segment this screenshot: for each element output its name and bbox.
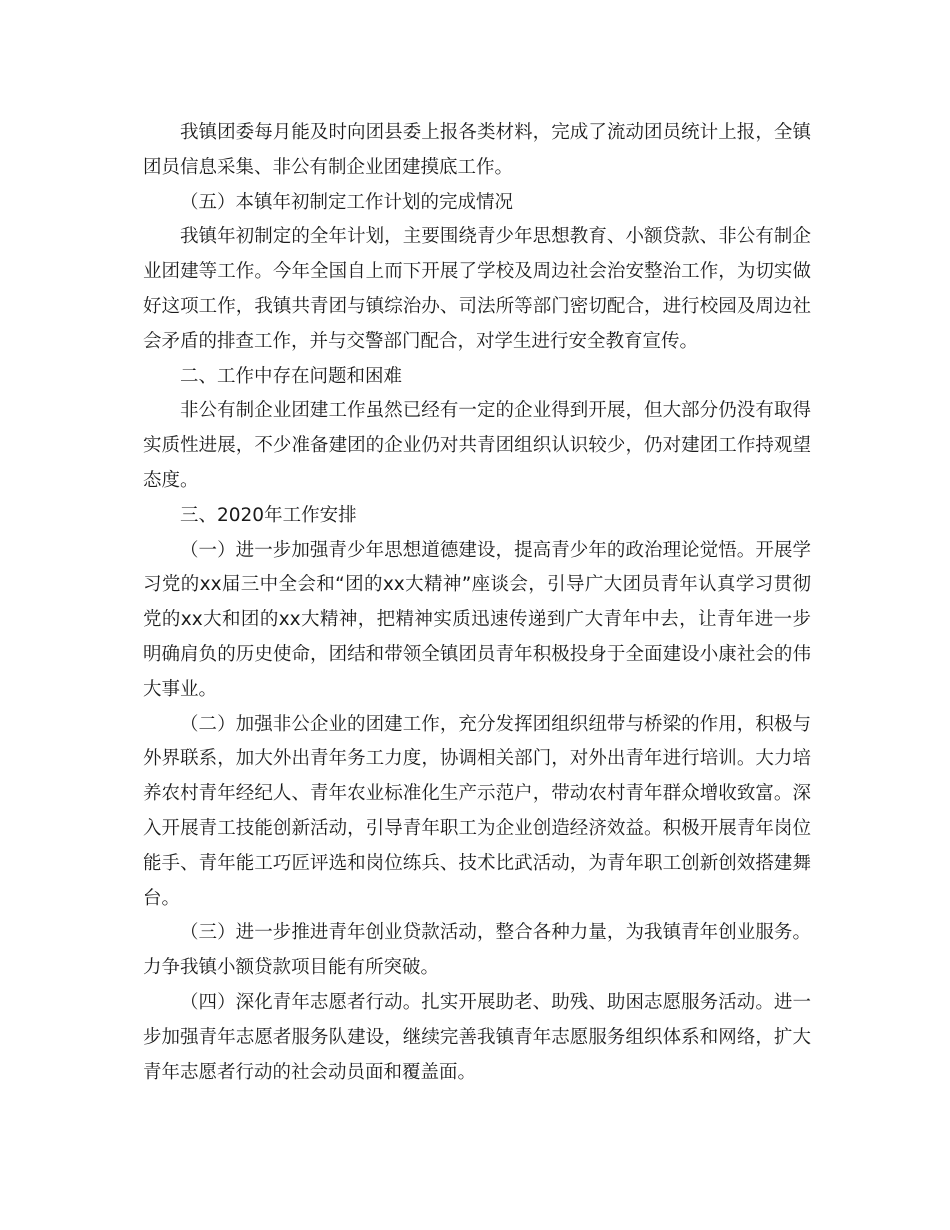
section-heading-problems: 二、工作中存在问题和困难 [180,365,403,387]
document-body [143,116,811,1090]
paragraph-problems: 非公有制企业团建工作虽然已经有一定的企业得到开展，但大部分仍没有取得实质性进展，不少准备建团的企业仍对共青团组织认识较少，仍对建团工作持观望态度。 [143,400,811,491]
paragraph-report-materials: 我镇团委每月能及时向团县委上报各类材料，完成了流动团员统计上报，全镇团员信息采集、非公有制企业团建摸底工作。 [143,122,811,178]
paragraph-ideological-construction: （一）进一步加强青少年思想道德建设，提高青少年的政治理论觉悟。开展学习党的xx届三中全会和“团的xx大精神”座谈会，引导广大团员青年认真学习贯彻党的xx大和团的xx大精神，把精神实质迅速传递到广大青年中去，让青年进一步明确肩负的历史使命，团结和带领全镇团员青年积极投身于全面建设小康社会的伟大事业。 [143,539,811,700]
section-heading-work-arrangement: 三、2020年工作安排 [180,504,357,526]
paragraph-non-public-enterprise: （二）加强非公企业的团建工作，充分发挥团组织纽带与桥梁的作用，积极与外界联系，加大外出青年务工力度，协调相关部门，对外出青年进行培训。大力培养农村青年经纪人、青年农业标准化生产示范户，带动农村青年群众增收致富。深入开展青工技能创新活动，引导青年职工为企业创造经济效益。积极开展青年岗位能手、青年能工巧匠评选和岗位练兵、技术比武活动，为青年职工创新创效搭建舞台。 [143,713,811,909]
paragraph-entrepreneurship-loans: （三）进一步推进青年创业贷款活动，整合各种力量，为我镇青年创业服务。力争我镇小额贷款项目能有所突破。 [143,922,811,979]
paragraph-annual-plan: 我镇年初制定的全年计划，主要围绕青少年思想教育、小额贷款、非公有制企业团建等工作。今年全国自上而下开展了学校及周边社会治安整治工作，为切实做好这项工作，我镇共青团与镇综治办、司法所等部门密切配合，进行校园及周边社会矛盾的排查工作，并与交警部门配合，对学生进行安全教育宣传。 [143,226,811,352]
section-heading-plan-completion: （五）本镇年初制定工作计划的完成情况 [180,191,514,213]
paragraph-volunteer-action: （四）深化青年志愿者行动。扎实开展助老、助残、助困志愿服务活动。进一步加强青年志愿者服务队建设，继续完善我镇青年志愿服务组织体系和网络，扩大青年志愿者行动的社会动员面和覆盖面。 [143,991,811,1083]
